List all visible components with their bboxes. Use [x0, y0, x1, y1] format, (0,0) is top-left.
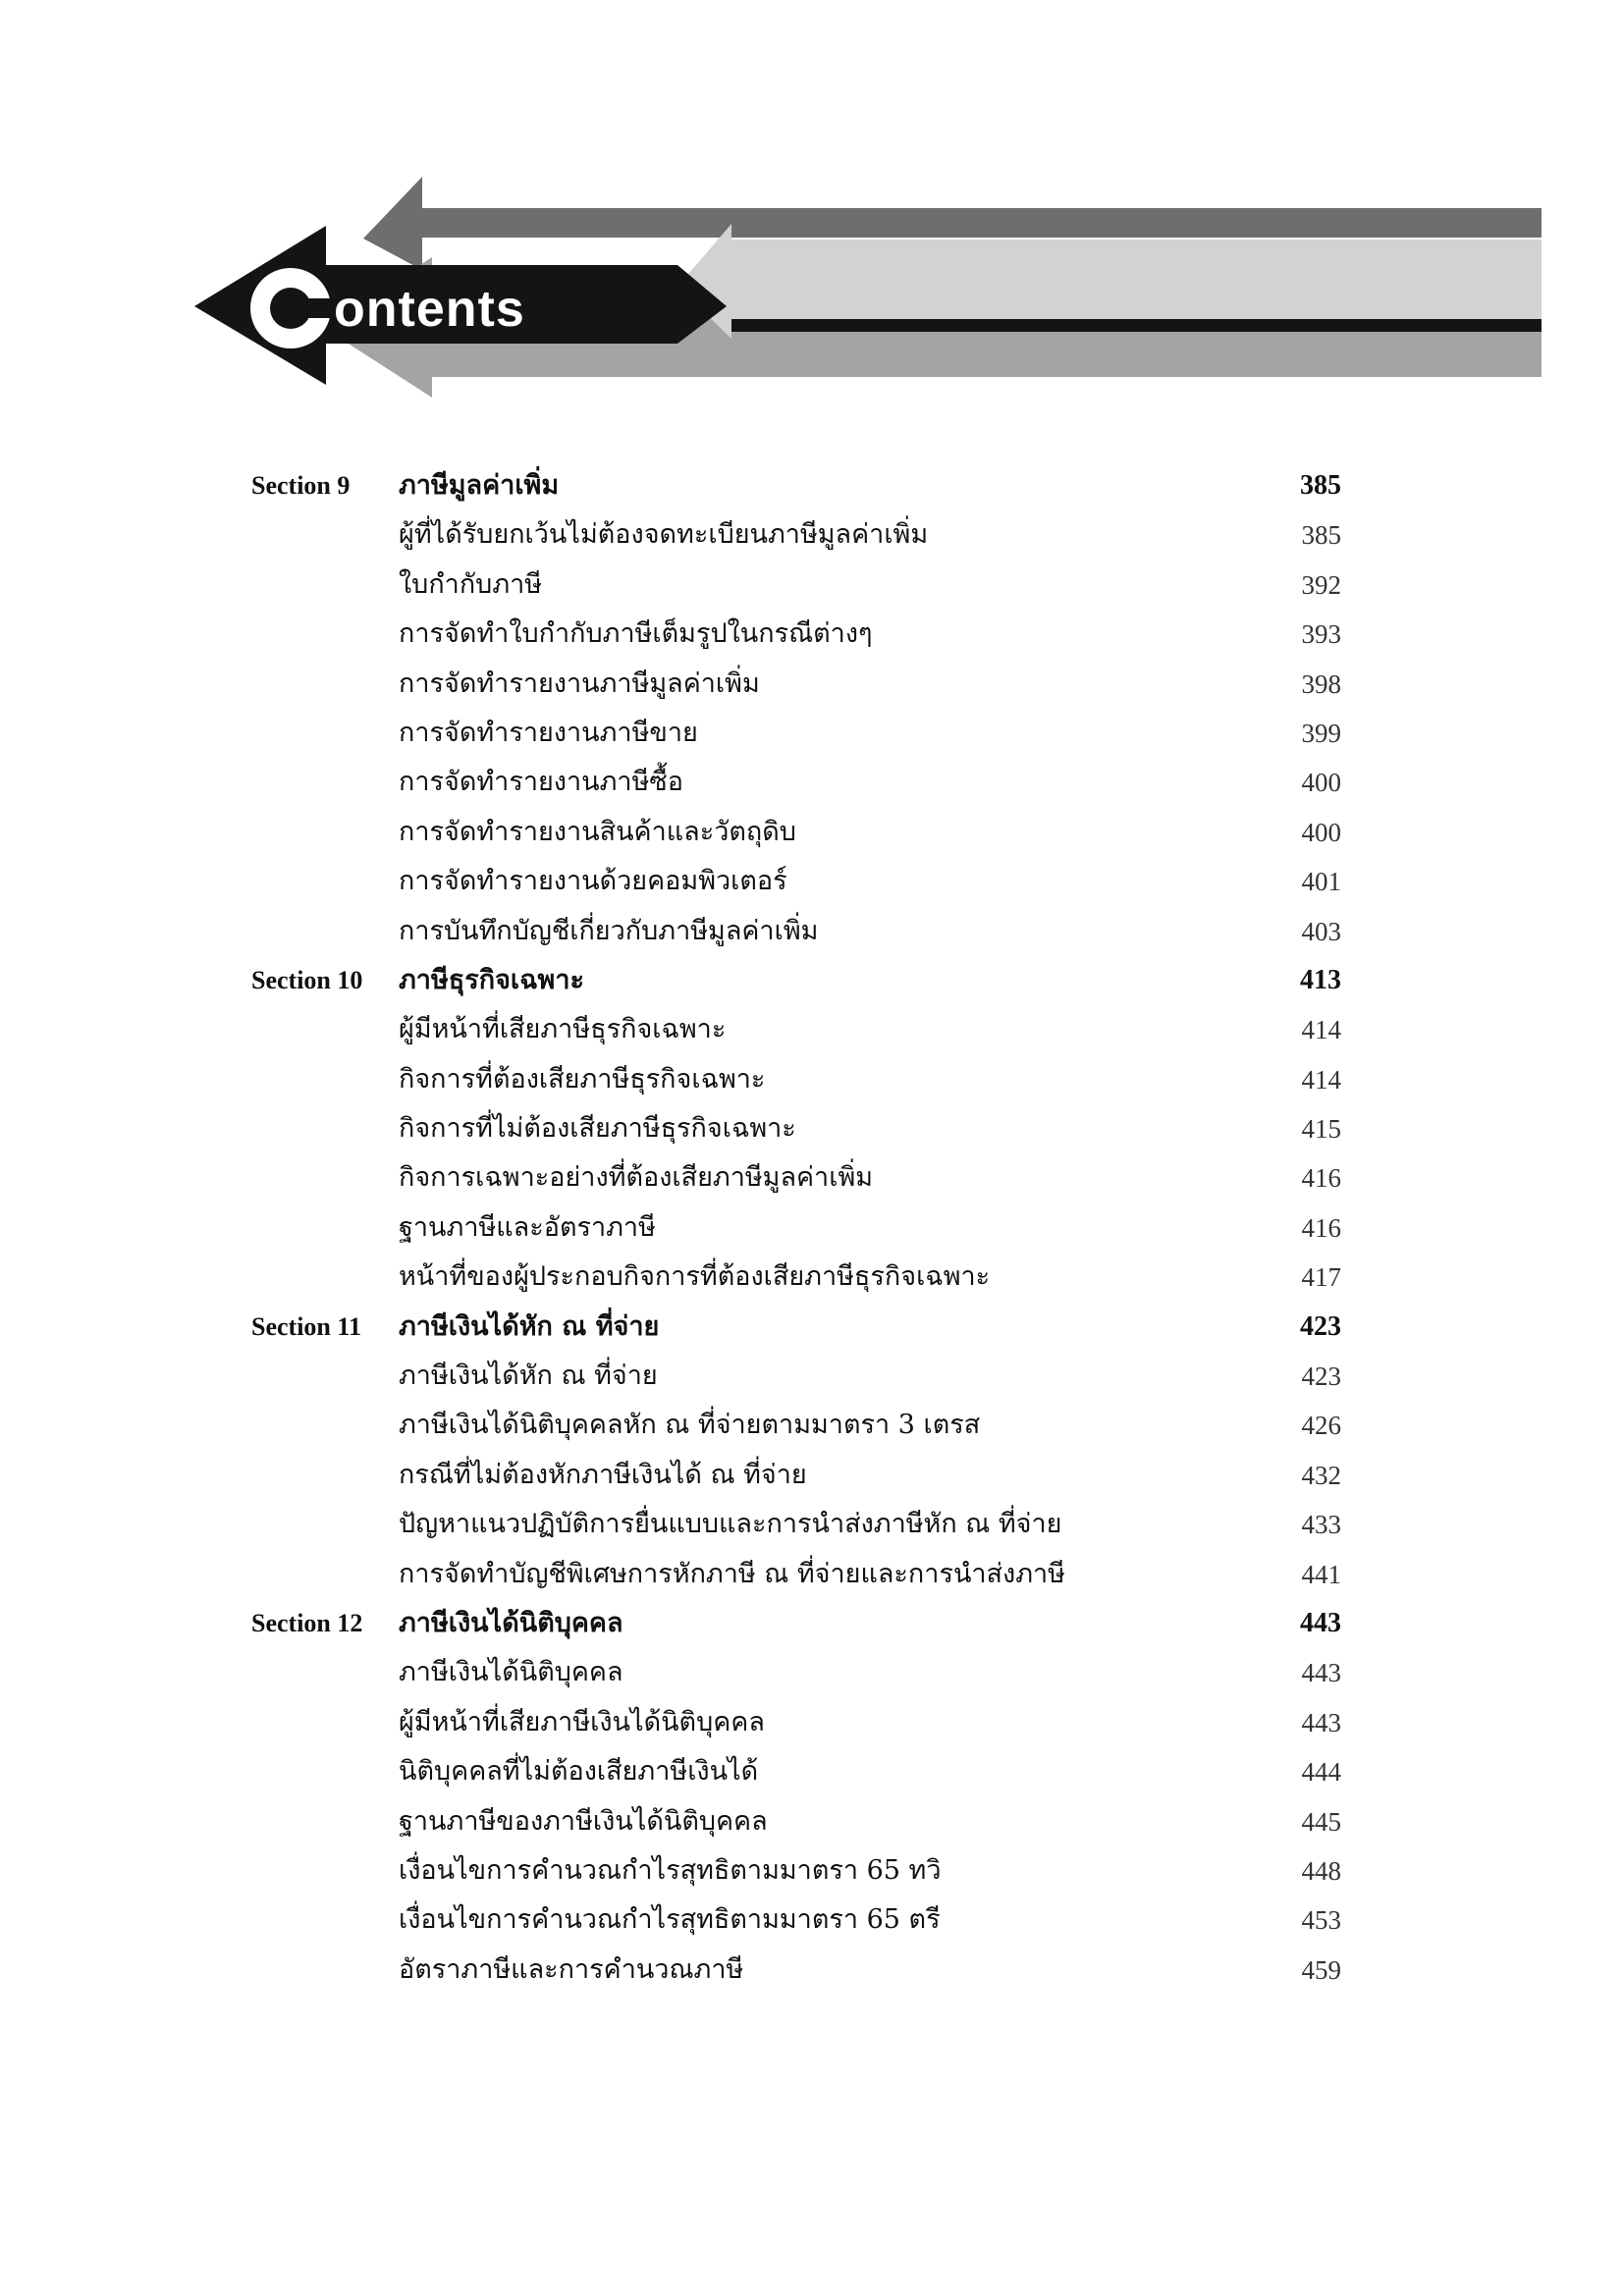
- toc-entry-row: [251, 660, 1341, 709]
- section-page-number: 443: [1300, 1607, 1341, 1638]
- entry-page-number: 400: [1301, 817, 1341, 847]
- entry-page-number: 443: [1301, 1658, 1341, 1688]
- toc-entry-row: [251, 1648, 1341, 1697]
- entry-page-number: 448: [1301, 1855, 1341, 1886]
- toc-section-row: [251, 461, 1341, 510]
- toc-entry-row: [251, 1401, 1341, 1450]
- toc-entry-row: [251, 1005, 1341, 1054]
- entry-page-number: 399: [1301, 718, 1341, 748]
- toc-entry-row: [251, 1846, 1341, 1896]
- toc-entry-row: [251, 561, 1341, 610]
- entry-title: นิติบุคคลที่ไม่ต้องเสียภาษีเงินได้: [399, 1756, 759, 1788]
- entry-page-number: 423: [1301, 1362, 1341, 1392]
- entry-page-number: 453: [1301, 1905, 1341, 1936]
- entry-title: การจัดทำรายงานสินค้าและวัตถุดิบ: [399, 816, 796, 847]
- section-title: ภาษีเงินได้หัก ณ ที่จ่าย: [399, 1310, 660, 1342]
- entry-page-number: 385: [1301, 520, 1341, 551]
- toc-entry-row: [251, 1797, 1341, 1846]
- toc-entry-row: [251, 1550, 1341, 1599]
- toc-entry-row: [251, 1352, 1341, 1401]
- entry-page-number: 392: [1301, 569, 1341, 600]
- toc-entry-row: [251, 808, 1341, 857]
- section-label: Section 12: [251, 1608, 363, 1637]
- banner-rule: [731, 319, 1542, 332]
- toc-entry-row: [251, 1055, 1341, 1104]
- entry-page-number: 398: [1301, 668, 1341, 699]
- contents-banner: [0, 0, 1623, 432]
- contents-title: ontents: [334, 281, 525, 338]
- entry-title: เงื่อนไขการคำนวณกำไรสุทธิตามมาตรา 65 ทวิ: [399, 1854, 942, 1886]
- toc-section-row: [251, 1599, 1341, 1648]
- entry-page-number: 444: [1301, 1757, 1341, 1788]
- section-label: Section 10: [251, 965, 363, 994]
- entry-title: การจัดทำบัญชีพิเศษการหักภาษี ณ ที่จ่ายและการนำส่งภาษี: [399, 1558, 1065, 1589]
- toc-entry-row: [251, 758, 1341, 807]
- entry-title: ภาษีเงินได้หัก ณ ที่จ่าย: [399, 1361, 658, 1392]
- entry-page-number: 415: [1301, 1114, 1341, 1145]
- entry-page-number: 443: [1301, 1707, 1341, 1737]
- toc-entry-row: [251, 1451, 1341, 1500]
- toc-section-row: [251, 956, 1341, 1005]
- entry-page-number: 414: [1301, 1015, 1341, 1045]
- toc-entry-row: [251, 1698, 1341, 1747]
- entry-page-number: 403: [1301, 916, 1341, 946]
- entry-title: กิจการที่ต้องเสียภาษีธุรกิจเฉพาะ: [399, 1063, 766, 1095]
- toc-entry-row: [251, 1896, 1341, 1945]
- section-label: Section 11: [251, 1311, 361, 1341]
- entry-title: หน้าที่ของผู้ประกอบกิจการที่ต้องเสียภาษีธุรกิจเฉพาะ: [399, 1261, 991, 1293]
- entry-title: ผู้มีหน้าที่เสียภาษีเงินได้นิติบุคคล: [399, 1706, 765, 1737]
- entry-title: กิจการที่ไม่ต้องเสียภาษีธุรกิจเฉพาะ: [399, 1113, 796, 1145]
- entry-title: การจัดทำใบกำกับภาษีเต็มรูปในกรณีต่างๆ: [399, 618, 873, 650]
- entry-page-number: 401: [1301, 867, 1341, 897]
- toc-entry-row: [251, 709, 1341, 758]
- section-page-number: 423: [1300, 1310, 1341, 1342]
- section-page-number: 413: [1300, 964, 1341, 995]
- entry-title: ภาษีเงินได้นิติบุคคล: [399, 1657, 623, 1688]
- entry-page-number: 416: [1301, 1212, 1341, 1243]
- entry-title: ผู้มีหน้าที่เสียภาษีธุรกิจเฉพาะ: [399, 1014, 727, 1045]
- entry-title: เงื่อนไขการคำนวณกำไรสุทธิตามมาตรา 65 ตรี: [399, 1904, 941, 1936]
- entry-page-number: 432: [1301, 1460, 1341, 1490]
- entry-title: ปัญหาแนวปฏิบัติการยื่นแบบและการนำส่งภาษีหัก ณ ที่จ่าย: [399, 1509, 1062, 1540]
- entry-title: การจัดทำรายงานภาษีซื้อ: [399, 767, 683, 798]
- toc-entry-row: [251, 1203, 1341, 1253]
- entry-title: ภาษีเงินได้นิติบุคคลหัก ณ ที่จ่ายตามมาตรา 3 เตรส: [399, 1410, 981, 1441]
- toc-section-row: [251, 1303, 1341, 1352]
- entry-title: ใบกำกับภาษี: [399, 568, 543, 600]
- toc-entry-row: [251, 1946, 1341, 1995]
- toc-entry-row: [251, 510, 1341, 560]
- entry-title: กิจการเฉพาะอย่างที่ต้องเสียภาษีมูลค่าเพิ่ม: [399, 1162, 874, 1194]
- entry-page-number: 400: [1301, 768, 1341, 798]
- entry-page-number: 433: [1301, 1510, 1341, 1540]
- entry-page-number: 416: [1301, 1163, 1341, 1194]
- entry-page-number: 417: [1301, 1262, 1341, 1293]
- toc-entry-row: [251, 907, 1341, 956]
- toc-entry-row: [251, 1104, 1341, 1153]
- toc-entry-row: [251, 1153, 1341, 1202]
- section-title: ภาษีมูลค่าเพิ่ม: [399, 470, 560, 501]
- entry-page-number: 393: [1301, 619, 1341, 650]
- entry-page-number: 459: [1301, 1954, 1341, 1985]
- entry-title: การบันทึกบัญชีเกี่ยวกับภาษีมูลค่าเพิ่ม: [399, 915, 819, 946]
- toc-entry-row: [251, 1253, 1341, 1302]
- entry-page-number: 414: [1301, 1064, 1341, 1095]
- entry-page-number: 445: [1301, 1806, 1341, 1837]
- entry-title: การจัดทำรายงานภาษีมูลค่าเพิ่ม: [399, 667, 760, 699]
- section-label: Section 9: [251, 471, 351, 500]
- entry-page-number: 441: [1301, 1559, 1341, 1589]
- table-of-contents: [251, 461, 1341, 1995]
- entry-title: กรณีที่ไม่ต้องหักภาษีเงินได้ ณ ที่จ่าย: [399, 1459, 807, 1490]
- entry-title: การจัดทำรายงานภาษีขาย: [399, 717, 698, 748]
- section-title: ภาษีธุรกิจเฉพาะ: [399, 964, 584, 995]
- toc-entry-row: [251, 857, 1341, 906]
- toc-entry-row: [251, 1500, 1341, 1549]
- entry-title: ฐานภาษีของภาษีเงินได้นิติบุคคล: [399, 1805, 768, 1837]
- entry-title: ฐานภาษีและอัตราภาษี: [399, 1211, 656, 1243]
- section-title: ภาษีเงินได้นิติบุคคล: [399, 1607, 623, 1638]
- entry-title: อัตราภาษีและการคำนวณภาษี: [399, 1953, 744, 1985]
- entry-title: ผู้ที่ได้รับยกเว้นไม่ต้องจดทะเบียนภาษีมูลค่าเพิ่ม: [399, 519, 929, 551]
- entry-title: การจัดทำรายงานด้วยคอมพิวเตอร์: [399, 866, 787, 897]
- toc-entry-row: [251, 1747, 1341, 1796]
- entry-page-number: 426: [1301, 1411, 1341, 1441]
- toc-entry-row: [251, 610, 1341, 659]
- section-page-number: 385: [1300, 470, 1341, 501]
